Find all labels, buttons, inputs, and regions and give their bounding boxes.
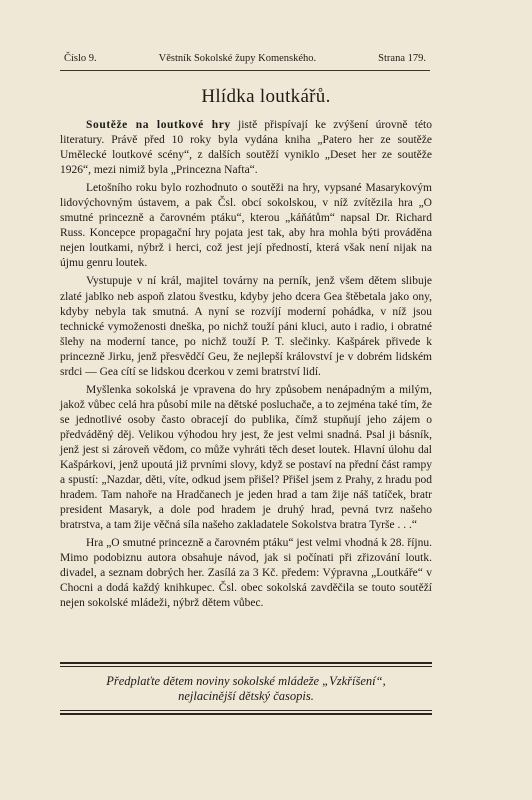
paragraph-text: Hra „O smutné princezně a čarovném ptáku“ jest velmi vhodná k 28. říjnu. Mimo podobiznu autora obsahuje návod, jak si počínati při zřizování loutk. divadel, a seznam dobrých her. Zasílá za 3 Kč. předem: Výpravna „Loutkáře“ v Chocni a dodá každý knihkupec. Čsl. obec sokolská zavděčila se touto soutěží nejen sokolské mládeži, nýbrž dětem vůbec. <box>60 537 432 610</box>
notice-rule-bottom-thick <box>60 713 432 715</box>
article-title: Hlídka loutkářů. <box>201 86 331 107</box>
issue-number: Číslo 9. <box>64 53 97 64</box>
paragraph-text: Myšlenka sokolská je vpravena do hry způsobem nenápadným a milým, jakož vůbec celá hra působí mile na dětské posluchače, a to zejména také tím, že se jednotlivé osoby často obracejí do publika, čímž stupňují jeho zájem o předváděný děj. Velikou výhodou hry jest, že jest velmi snadná. Psal ji básník, jenž jest si zároveň vědom, co může vyhráti těch deset loutek. Hlavní úlohu dal Kašpárkovi, jenž upoutá již prvními slovy, když se postaví na přední část rampy a spustí: „Nazdar, děti, víte, odkud jsem přišel? Přišel jsem z Prahy, z hradu pod hradem. Tam nahoře na Hradčanech je jeden hrad a tam žije náš tatíček, bratr president Masaryk, a dole pod hradem je druhý hrad, pevná tvrz našeho bratrstva, a tam žije věčná síla našeho zakladatele Sokolstva bratra Tyrše . . .“ <box>60 383 432 532</box>
header-rule <box>60 70 430 71</box>
journal-name: Věstník Sokolské župy Komenského. <box>158 53 317 64</box>
notice-line-1: Předplaťte dětem noviny sokolské mládeže „Vzkříšení“, <box>106 674 386 688</box>
notice-rule-bottom-thin <box>60 710 432 711</box>
notice-rule-top-thin <box>60 666 432 667</box>
subscription-notice <box>60 674 432 704</box>
paragraph-4 <box>60 383 432 533</box>
paragraph-2 <box>60 181 432 271</box>
paragraph-text: Letošního roku bylo rozhodnuto o soutěži na hry, vypsané Masarykovým lidovýchovným ústavem, a pak Čsl. obcí sokolskou, v níž zvítězila hra „O smutné princezně a čarovném ptáku“, kterou „káňátům“ napsal Dr. Richard Russ. Koncepce propagační hry pojata jest tak, aby hra mohla býti prováděna nejen loutkami, nýbrž i herci, což jest její předností, která však není nijak na újmu genru loutek. <box>60 182 432 270</box>
notice-rule-top-thick <box>60 662 432 664</box>
paragraph-5 <box>60 536 432 611</box>
notice-line-2: nejlacinější dětský časopis. <box>178 689 314 703</box>
running-header <box>64 53 426 65</box>
paragraph-3 <box>60 274 432 379</box>
paragraph-lead: Soutěže na loutkové hry <box>86 119 231 131</box>
paragraph-text: Vystupuje v ní král, majitel továrny na perník, jenž všem dětem slibuje zlaté jablko neb aspoň zlatou švestku, kdyby jeho dcera Gea štěbetala jako ony, kdyby nebyla tak smutná. A nyní se rozvíjí moderní pohádka, v níž jsou technické vymoženosti dneška, po nichž touží páni kluci, auto i radio, i obratné šlehy na moderní tance, po nichž touží P. T. slečinky. Kašpárek přivede k princezně Jirku, jenž přesvědčí Geu, že nejlepší království je v dobrém lidském srdci — Gea cítí se lidskou dcerkou v zemi bratrství lidí. <box>60 275 432 378</box>
page-number: Strana 179. <box>378 53 426 64</box>
paragraph-1 <box>60 118 432 178</box>
paragraph-text: jistě přispívají ke zvýšení úrovně této literatury. Právě před 10 roky byla vydána kniha „Patero her ze soutěže Umělecké loutkové scény“, z dalších soutěží vyniklo „Deset her ze soutěže 1926“, mezi nimiž byla „Princezna Nafta“. <box>60 119 432 177</box>
article-body <box>60 118 432 615</box>
